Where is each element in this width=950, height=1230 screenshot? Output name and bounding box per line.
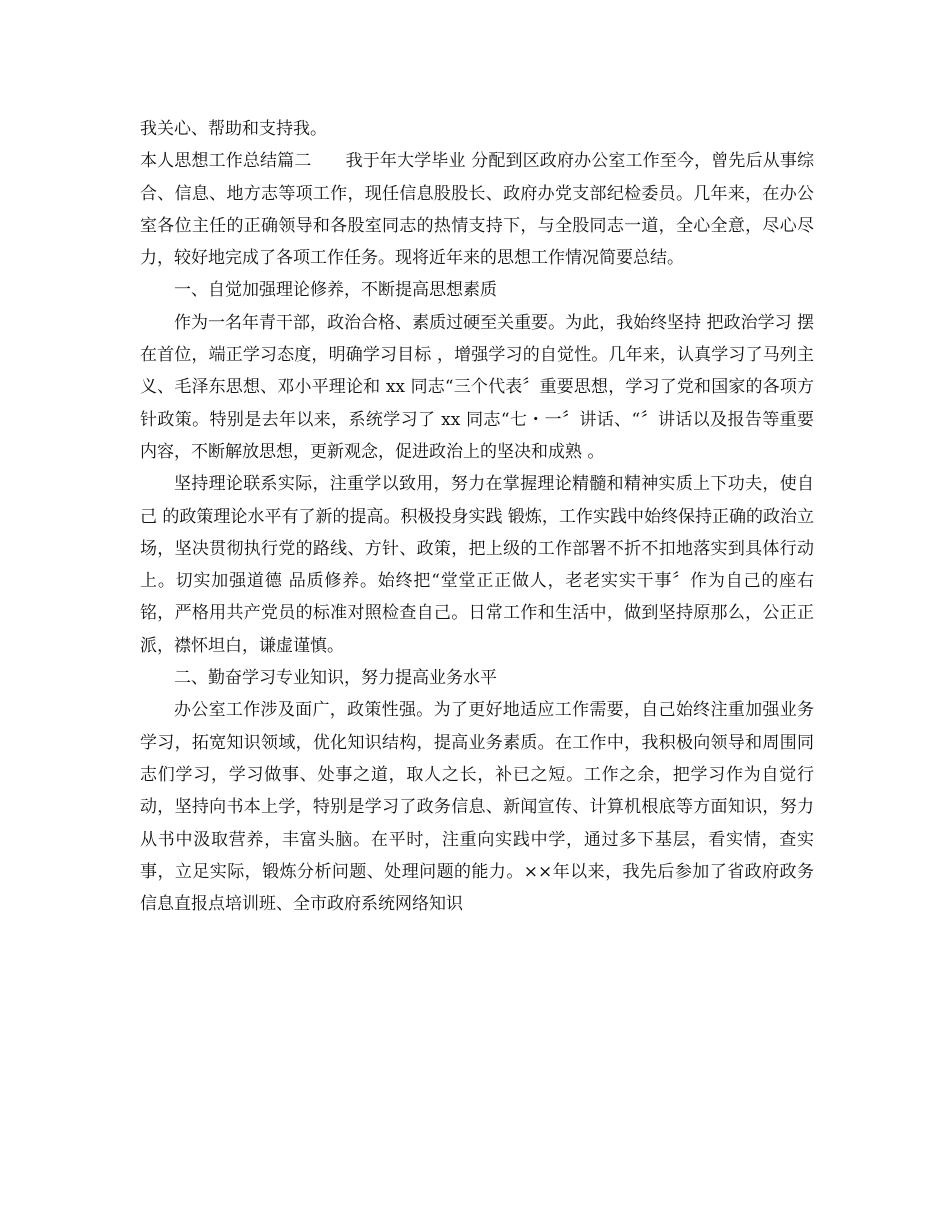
lead-line: 我关心、帮助和支持我。	[140, 119, 327, 139]
heading-2: 二、勤奋学习专业知识，努力提高业务水平	[174, 668, 497, 689]
document-body	[140, 113, 814, 920]
section-title: 本人思想工作总结篇二	[140, 151, 312, 172]
paragraph-1: 作为一名年青干部，政治合格、素质过硬至关重要。为此，我始终坚持 把政治学习 摆在首位，端正学习态度，明确学习目标 ，增强学习的自觉性。几年来，认真学习了马列主义、毛泽东思想、邓小平理论和 xx 同志“三个代表〞重要思想，学习了党和国家的各项方针政策。特别是去年以来，系统学习了 xx 同志“七・一〞讲话、“〞讲话以及报告等重要内容，不断解放思想，更新观念，促进政治上的坚决和成熟 。	[140, 312, 814, 462]
paragraph-3: 办公室工作涉及面广，政策性强。为了更好地适应工作需要，自己始终注重加强业务学习，拓宽知识领域，优化知识结构，提高业务素质。在工作中，我积极向领导和周围同志们学习，学习做事、处事之道，取人之长，补已之短。工作之余，把学习作为自觉行动，坚持向书本上学，特别是学习了政务信息、新闻宣传、计算机根底等方面知识，努力从书中汲取营养，丰富头脑。在平时，注重向实践中学，通过多下基层，看实情，查实事，立足实际，锻炼分析问题、处理问题的能力。××年以来，我先后参加了省政府政务信息直报点培训班、全市政府系统网络知识	[140, 700, 814, 915]
heading-1: 一、自觉加强理论修养，不断提高思想素质	[174, 280, 497, 301]
paragraph-2: 坚持理论联系实际，注重学以致用，努力在掌握理论精髓和精神实质上下功夫，使自己 的政策理论水平有了新的提高。积极投身实践 锻炼，工作实践中始终保持正确的政治立场，坚决贯彻执行党的路线、方针、政策，把上级的工作部署不折不扣地落实到具体行动上。切实加强道德 品质修养。始终把“堂堂正正做人，老老实实干事〞作为自己的座右铭，严格用共产党员的标准对照检查自己。日常工作和生活中，做到坚持原那么，公正正派，襟怀坦白，谦虚谨慎。	[140, 474, 814, 656]
intro-paragraph	[140, 145, 814, 274]
intro-text: 我于年大学毕业 分配到区政府办公室工作至今，曾先后从事综合、信息、地方志等项工作，现任信息股股长、政府办党支部纪检委员。几年来，在办公室各位主任的正确领导和各股室同志的热情支持下，与全股同志一道，全心全意，尽心尽力，较好地完成了各项工作任务。现将近年来的思想工作情况简要总结。	[140, 151, 815, 269]
